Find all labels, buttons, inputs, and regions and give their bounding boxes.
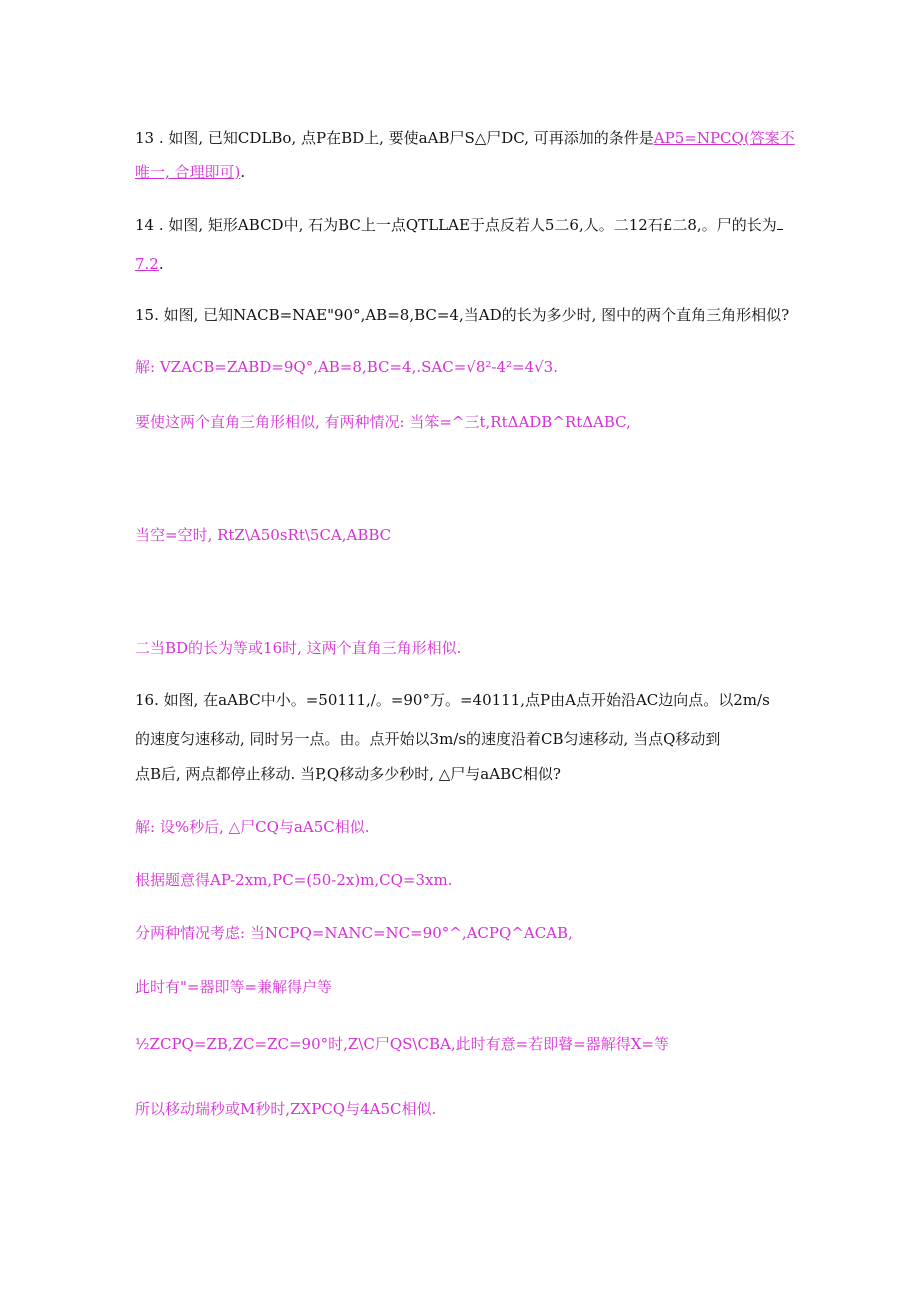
q13-end: . — [240, 163, 246, 181]
q15-solution-line-4: 二当BD的长为等或16时, 这两个直角三角形相似. — [135, 639, 462, 657]
q16-solution-line-4: 此时有"=器即等=兼解得户等 — [135, 978, 333, 996]
q13-answer-part2: 唯一, 合理即可) — [135, 163, 241, 181]
q16-question-line-3: 点B后, 两点都停止移动. 当P,Q移动多少秒时, △尸与aABC相似? — [135, 765, 561, 783]
q13-line-1 — [135, 128, 795, 148]
q16-question-line-1: 16. 如图, 在aABC中小。=50111,/。=90°万。=40111,点P由A点开始沿AC边向点。以2m/s — [135, 691, 770, 709]
q14-text: . 如图, 矩形ABCD中, 石为BC上一点QTLLAE于点反若人5二6,人。二12石£二8,。尸的长为 — [154, 216, 777, 234]
q15-solution-line-1: 解: VZACB=ZABD=9Q°,AB=8,BC=4,.SAC=√8²-4²=4√3. — [135, 358, 558, 376]
q14-end: . — [158, 255, 164, 273]
q16-solution-line-2: 根据题意得AP-2xm,PC=(50-2x)m,CQ=3xm. — [135, 871, 453, 889]
q16-solution-line-6: 所以移动瑞秒或M秒时,ZXPCQ与4A5C相似. — [135, 1100, 437, 1118]
q16-solution-line-1: 解: 设%秒后, △尸CQ与aA5C相似. — [135, 818, 370, 836]
q16-question-line-2: 的速度匀速移动, 同时另一点。由。点开始以3m/s的速度沿着CB匀速移动, 当点Q移动到 — [135, 730, 721, 748]
q13-line-2 — [135, 162, 245, 182]
q15-solution-line-3: 当空=空时, RtZ\A50sRt\5CA,ABBC — [135, 526, 392, 544]
q14-blank-line — [777, 215, 783, 230]
q13-text: . 如图, 已知CDLBo, 点P在BD上, 要使aAB尸S△尸DC, 可再添加的条件是 — [154, 129, 654, 147]
q13-answer-part1: AP5=NPCQ(答案不 — [653, 129, 795, 147]
q13-number: 13 — [135, 129, 155, 147]
q14-line-1 — [135, 215, 783, 235]
q14-line-2 — [135, 254, 164, 274]
q16-solution-line-5: ½ZCPQ=ZB,ZC=ZC=90°时,Z\C尸QS\CBA,此时有意=若即瞽=器解得X=等 — [135, 1035, 669, 1053]
q16-solution-line-3: 分两种情况考虑: 当NCPQ=NANC=NC=90°^,ACPQ^ACAB, — [135, 924, 573, 942]
q15-question: 15. 如图, 已知NACB=NAE"90°,AB=8,BC=4,当AD的长为多少时, 图中的两个直角三角形相似? — [135, 306, 790, 324]
q15-solution-line-2: 要使这两个直角三角形相似, 有两种情况: 当笨=^三t,RtΔADB^RtΔABC, — [135, 413, 631, 431]
q14-answer: 7.2 — [135, 255, 159, 273]
q14-number: 14 — [135, 216, 155, 234]
